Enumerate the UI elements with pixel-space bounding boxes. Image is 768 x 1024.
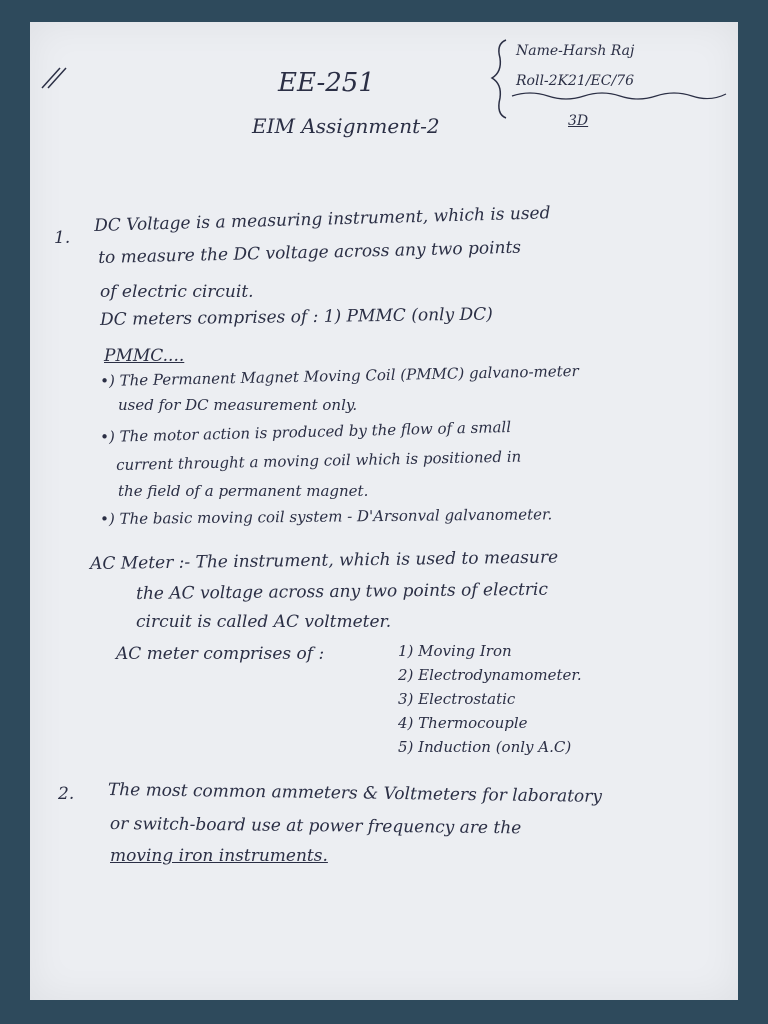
ac-item-2: 2) Electrodynamometer. (398, 666, 582, 684)
ac-meter-comprises: AC meter comprises of : (116, 644, 325, 664)
pmmc-point-2: •) The motor action is produced by the flow of a small (99, 417, 512, 446)
ac-meter-line-2: the AC voltage across any two points of electric (135, 579, 549, 604)
ac-item-3: 3) Electrostatic (398, 690, 516, 708)
margin-slash-marks (34, 62, 74, 92)
q1-line-1: DC Voltage is a measuring instrument, which is used (93, 203, 551, 236)
ac-meter-line-3: circuit is called AC voltmeter. (136, 612, 392, 632)
q2-line-2: or switch-board use at power frequency are the (109, 814, 522, 839)
question-2-number: 2. (58, 784, 75, 804)
q2-line-1: The most common ammeters & Voltmeters for laboratory (107, 780, 603, 807)
header-brace (488, 36, 518, 122)
q1-line-3: of electric circuit. (100, 282, 254, 302)
student-name: Name-Harsh Raj (516, 43, 635, 59)
pmmc-point-2-cont-2: the field of a permanent magnet. (118, 482, 369, 500)
question-1-number: 1. (54, 228, 71, 248)
ac-item-4: 4) Thermocouple (398, 714, 528, 732)
pmmc-point-3: •) The basic moving coil system - D'Arsonval galvanometer. (99, 505, 553, 528)
pmmc-heading: PMMC.... (104, 346, 185, 366)
paper-sheet (30, 22, 738, 1000)
section-label: 3D (568, 113, 589, 129)
ac-item-5: 5) Induction (only A.C) (398, 738, 572, 756)
pmmc-point-1: •) The Permanent Magnet Moving Coil (PMMC) galvano-meter (99, 361, 579, 390)
header-wavy-underline (510, 88, 730, 102)
pmmc-point-1-cont: used for DC measurement only. (118, 396, 358, 414)
ac-meter-line-1: AC Meter :- The instrument, which is used to measure (89, 547, 559, 574)
q1-line-2: to measure the DC voltage across any two points (97, 237, 522, 268)
q1-line-4: DC meters comprises of : 1) PMMC (only DC) (99, 304, 493, 330)
q2-line-3: moving iron instruments. (110, 846, 328, 866)
assignment-title: EIM Assignment-2 (252, 114, 440, 138)
ac-item-1: 1) Moving Iron (398, 642, 512, 660)
pmmc-point-2-cont-1: current throught a moving coil which is positioned in (115, 447, 522, 474)
course-code: EE-251 (278, 68, 375, 98)
roll-number: Roll-2K21/EC/76 (516, 73, 635, 89)
